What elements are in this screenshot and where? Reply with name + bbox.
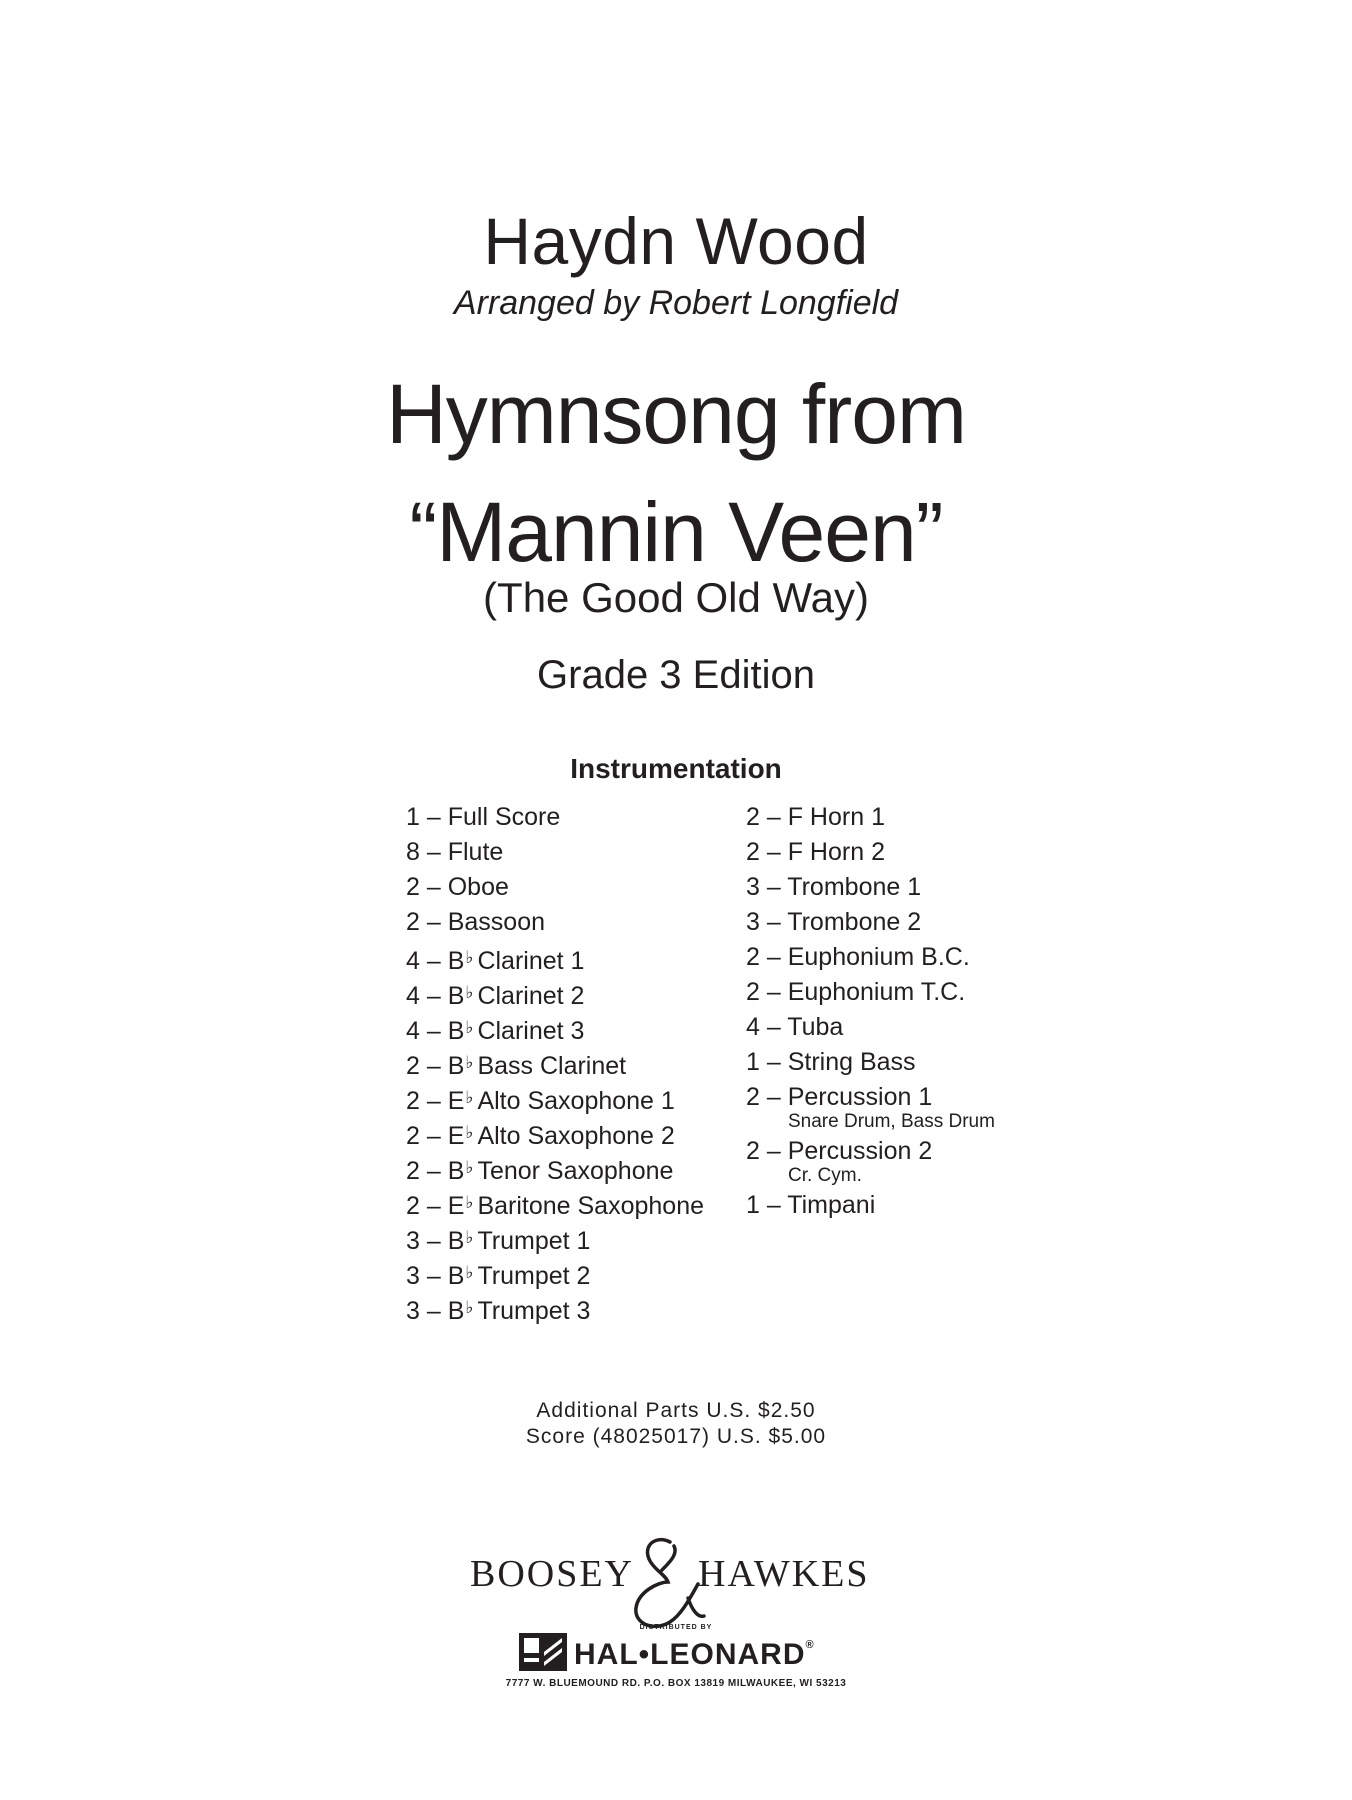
instrument-item: 2 – Euphonium B.C. [746, 943, 970, 971]
title-line-2: “Mannin Veen” [409, 485, 943, 579]
instrument-item: 8 – Flute [406, 838, 504, 866]
instrument-item: 2 – E♭ Baritone Saxophone [406, 1192, 704, 1220]
instrument-item: 2 – F Horn 1 [746, 803, 885, 831]
instrument-item: 3 – B♭ Trumpet 3 [406, 1297, 591, 1325]
instrument-item: 2 – F Horn 2 [746, 838, 885, 866]
publisher-name-right: HAWKES [698, 1553, 870, 1595]
instrument-item: 3 – B♭ Trumpet 1 [406, 1227, 591, 1255]
instrument-item: 4 – Tuba [746, 1013, 844, 1041]
hal-leonard-wordmark: HAL•LEONARD® [574, 1638, 815, 1671]
instrument-item: 2 – B♭ Tenor Saxophone [406, 1157, 674, 1185]
instrument-item: 1 – Timpani [746, 1191, 876, 1219]
instrument-item: 2 – B♭ Bass Clarinet [406, 1052, 627, 1080]
distributed-by-label: DISTRIBUTED BY [639, 1624, 713, 1631]
instrument-item: 3 – B♭ Trumpet 2 [406, 1262, 591, 1290]
instrument-item: 2 – E♭ Alto Saxophone 2 [406, 1122, 675, 1150]
instrumentation-heading: Instrumentation [570, 753, 782, 784]
instrument-item: 4 – B♭ Clarinet 3 [406, 1017, 585, 1045]
instrument-item: 4 – B♭ Clarinet 2 [406, 982, 585, 1010]
instrument-item: 2 – E♭ Alto Saxophone 1 [406, 1087, 675, 1115]
instrument-item: 2 – Percussion 2 [746, 1137, 933, 1165]
distributor-address: 7777 W. BLUEMOUND RD. P.O. BOX 13819 MILWAUKEE, WI 53213 [505, 1678, 847, 1689]
instrument-item: 1 – String Bass [746, 1048, 916, 1076]
instrument-item: 3 – Trombone 1 [746, 873, 922, 901]
instrument-item: 2 – Percussion 1 [746, 1083, 933, 1111]
edition-label: Grade 3 Edition [537, 653, 815, 697]
instrument-list-left [406, 800, 704, 1325]
instrument-item: 2 – Oboe [406, 873, 509, 901]
additional-parts-price: Additional Parts U.S. $2.50 [536, 1399, 816, 1422]
instrument-item: 2 – Bassoon [406, 908, 546, 936]
percussion-1-note: Snare Drum, Bass Drum [788, 1111, 995, 1132]
instrument-item: 3 – Trombone 2 [746, 908, 922, 936]
instrument-item: 1 – Full Score [406, 803, 561, 831]
instrument-list-right [746, 800, 995, 1223]
publisher-name-left: BOOSEY [469, 1553, 634, 1595]
ampersand-icon [618, 1532, 706, 1632]
price-info [0, 1398, 1352, 1450]
title-line-1: Hymnsong from [386, 367, 966, 461]
boosey-hawkes-logo [0, 1538, 1352, 1638]
hal-leonard-emblem-icon [518, 1632, 568, 1672]
instrument-item: 4 – B♭ Clarinet 1 [406, 947, 585, 975]
subtitle: (The Good Old Way) [483, 574, 869, 621]
percussion-2-note: Cr. Cym. [788, 1165, 862, 1186]
score-price: Score (48025017) U.S. $5.00 [525, 1425, 827, 1448]
instrument-item: 2 – Euphonium T.C. [746, 978, 966, 1006]
arranger-credit: Arranged by Robert Longfield [453, 284, 899, 322]
composer-name: Haydn Wood [483, 204, 869, 278]
